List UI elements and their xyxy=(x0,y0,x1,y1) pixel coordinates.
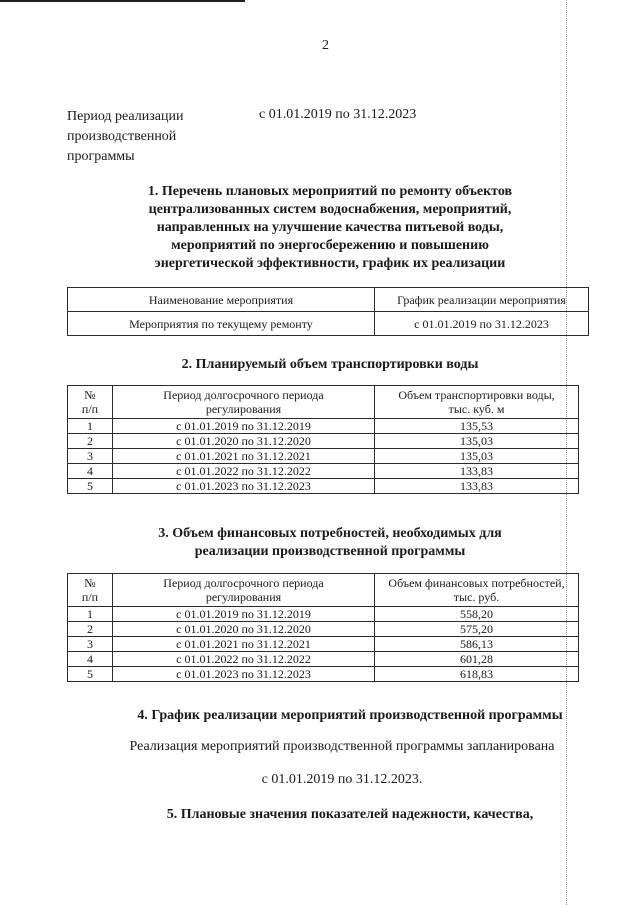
table-row xyxy=(68,637,579,652)
table-cell: 1 xyxy=(68,419,113,434)
table-cell: 135,53 xyxy=(375,419,579,434)
table-cell: 5 xyxy=(68,479,113,494)
section5-title: 5. Плановые значения показателей надежности, качества, xyxy=(166,807,534,822)
table-row xyxy=(68,419,579,434)
table-row xyxy=(68,464,579,479)
header-cell: Наименование мероприятия xyxy=(68,288,375,312)
table-cell: 4 xyxy=(68,464,113,479)
section4-text-1: Реализация мероприятий производственной программы запланирована xyxy=(129,739,555,754)
table-cell: с 01.01.2020 по 31.12.2020 xyxy=(113,622,375,637)
section2-title: 2. Планируемый объем транспортировки воды xyxy=(181,357,479,372)
section1-title: 1. Перечень плановых мероприятий по ремонту объектов централизованных систем водоснабжения, мероприятий, направленных на улучшение качества питьевой воды, мероприятий по энергосбережению и повышению энергетической эффективности, график их реализации xyxy=(147,184,513,271)
table-cell: с 01.01.2019 по 31.12.2019 xyxy=(113,607,375,622)
scan-top-line xyxy=(0,0,245,2)
table-row xyxy=(68,607,579,622)
section4-title: 4. График реализации мероприятий производственной программы xyxy=(137,708,563,723)
table-cell: с 01.01.2021 по 31.12.2021 xyxy=(113,637,375,652)
header-cell: Период долгосрочного периода регулирования xyxy=(113,386,375,419)
table-cell: с 01.01.2023 по 31.12.2023 xyxy=(113,667,375,682)
table-header-row xyxy=(68,574,579,607)
table-cell: 133,83 xyxy=(375,479,579,494)
table-cell: с 01.01.2020 по 31.12.2020 xyxy=(113,434,375,449)
financial-needs-table xyxy=(67,573,579,682)
page-number: 2 xyxy=(322,38,329,53)
table-cell: 133,83 xyxy=(375,464,579,479)
table-cell: с 01.01.2019 по 31.12.2023 xyxy=(375,312,589,336)
table-row xyxy=(68,652,579,667)
table-header-row xyxy=(68,288,589,312)
table-row xyxy=(68,312,589,336)
table-cell: 575,20 xyxy=(375,622,579,637)
table-cell: с 01.01.2022 по 31.12.2022 xyxy=(113,464,375,479)
period-label: Период реализации производственной программы xyxy=(67,109,184,164)
table-cell: 4 xyxy=(68,652,113,667)
table-cell: 558,20 xyxy=(375,607,579,622)
table-cell: Мероприятия по текущему ремонту xyxy=(68,312,375,336)
table-cell: 2 xyxy=(68,434,113,449)
table-cell: 135,03 xyxy=(375,434,579,449)
table-header-row xyxy=(68,386,579,419)
table-row xyxy=(68,667,579,682)
table-cell: 601,28 xyxy=(375,652,579,667)
table-row xyxy=(68,622,579,637)
table-cell: с 01.01.2019 по 31.12.2019 xyxy=(113,419,375,434)
activities-table xyxy=(67,287,589,336)
table-row xyxy=(68,479,579,494)
table-cell: 2 xyxy=(68,622,113,637)
header-cell: Объем финансовых потребностей, тыс. руб. xyxy=(375,574,579,607)
table-cell: с 01.01.2023 по 31.12.2023 xyxy=(113,479,375,494)
header-cell: № п/п xyxy=(68,386,113,419)
table-cell: 135,03 xyxy=(375,449,579,464)
section4-text-2: с 01.01.2019 по 31.12.2023. xyxy=(261,772,423,787)
header-cell: Объем транспортировки воды, тыс. куб. м xyxy=(375,386,579,419)
header-cell: Период долгосрочного периода регулирования xyxy=(113,574,375,607)
water-volume-table xyxy=(67,385,579,494)
table-cell: с 01.01.2022 по 31.12.2022 xyxy=(113,652,375,667)
section3-title: 3. Объем финансовых потребностей, необходимых для реализации производственной программы xyxy=(158,526,502,559)
table-cell: 3 xyxy=(68,637,113,652)
table-cell: 1 xyxy=(68,607,113,622)
table-row xyxy=(68,434,579,449)
table-cell: 586,13 xyxy=(375,637,579,652)
table-row xyxy=(68,449,579,464)
table-cell: 618,83 xyxy=(375,667,579,682)
table-cell: 5 xyxy=(68,667,113,682)
header-cell: График реализации мероприятия xyxy=(375,288,589,312)
table-cell: 3 xyxy=(68,449,113,464)
table-cell: с 01.01.2021 по 31.12.2021 xyxy=(113,449,375,464)
header-cell: № п/п xyxy=(68,574,113,607)
period-value: с 01.01.2019 по 31.12.2023 xyxy=(259,107,417,122)
